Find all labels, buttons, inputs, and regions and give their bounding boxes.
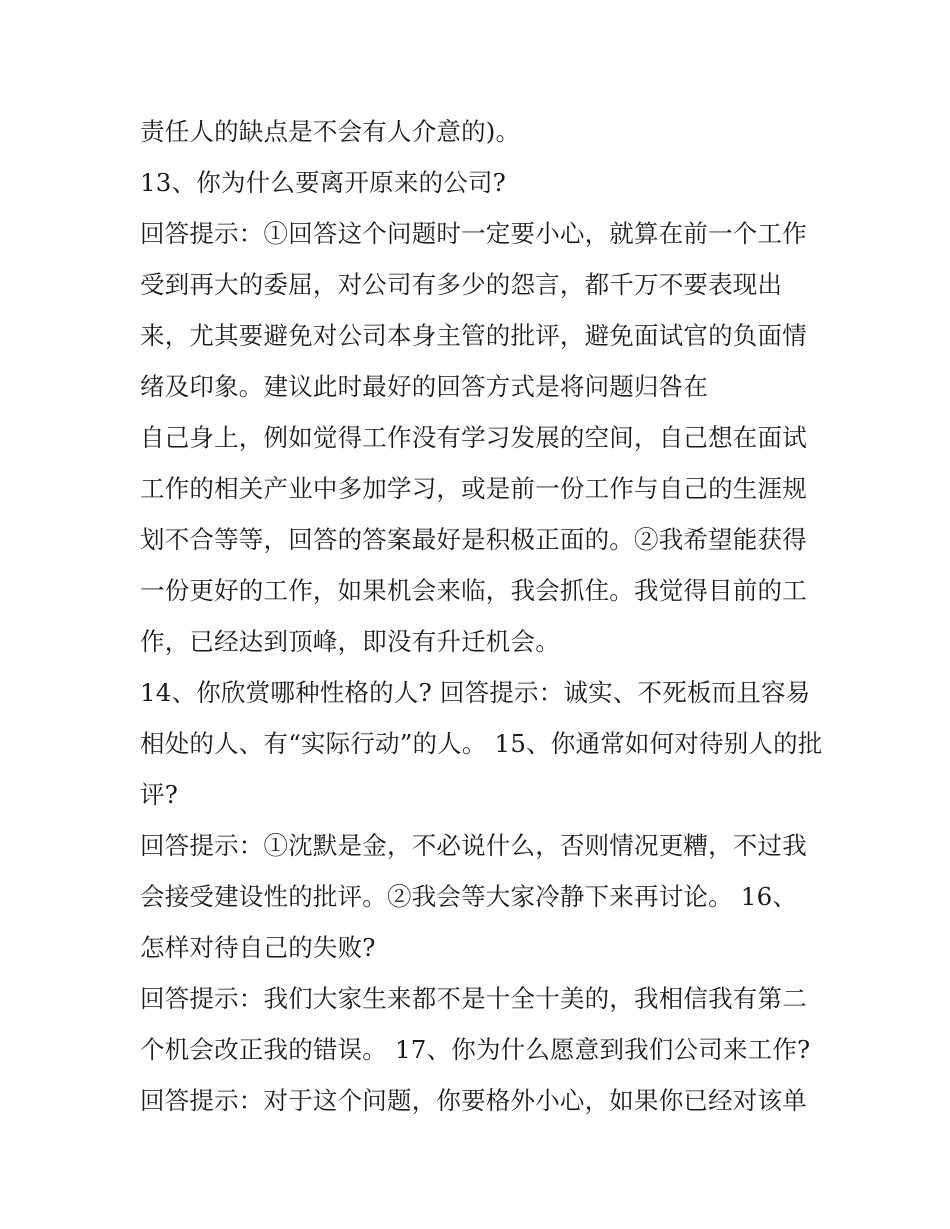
text-line: 责任人的缺点是不会有人介意的)。 bbox=[140, 117, 521, 146]
text-line: 一份更好的工作，如果机会来临，我会抓住。我觉得目前的工 bbox=[140, 576, 807, 605]
text-line: 回答提示：对于这个问题，你要格外小心，如果你已经对该单 bbox=[140, 1086, 807, 1115]
text-line: 回答提示：我们大家生来都不是十全十美的，我相信我有第二 bbox=[140, 984, 807, 1013]
text-line: 相处的人、有“实际行动”的人。 15、你通常如何对待别人的批 bbox=[140, 729, 823, 758]
text-line: 受到再大的委屈，对公司有多少的怨言，都千万不要表现出 bbox=[140, 270, 783, 299]
text-line: 回答提示：①沈默是金，不必说什么，否则情况更糟，不过我 bbox=[140, 831, 807, 860]
text-line: 自己身上，例如觉得工作没有学习发展的空间，自己想在面试 bbox=[140, 423, 807, 452]
text-line: 来，尤其要避免对公司本身主管的批评，避免面试官的负面情 bbox=[140, 321, 807, 350]
document-body bbox=[140, 106, 823, 1126]
question-heading: 怎样对待自己的失败? bbox=[140, 933, 376, 962]
question-heading: 13、你为什么要离开原来的公司? bbox=[140, 168, 507, 197]
text-line: 会接受建设性的批评。②我会等大家冷静下来再讨论。 16、 bbox=[140, 882, 798, 911]
text-line: 个机会改正我的错误。 17、你为什么愿意到我们公司来工作? bbox=[140, 1035, 811, 1064]
text-line: 评? bbox=[140, 780, 179, 809]
text-line: 绪及印象。建议此时最好的回答方式是将问题归咎在 bbox=[140, 372, 709, 401]
text-line: 作，已经达到顶峰，即没有升迁机会。 bbox=[140, 627, 560, 656]
text-line: 工作的相关产业中多加学习，或是前一份工作与自己的生涯规 bbox=[140, 474, 807, 503]
question-heading: 14、你欣赏哪种性格的人? 回答提示：诚实、不死板而且容易 bbox=[140, 678, 811, 707]
text-line: 划不合等等，回答的答案最好是积极正面的。②我希望能获得 bbox=[140, 525, 807, 554]
text-line: 回答提示：①回答这个问题时一定要小心，就算在前一个工作 bbox=[140, 219, 807, 248]
